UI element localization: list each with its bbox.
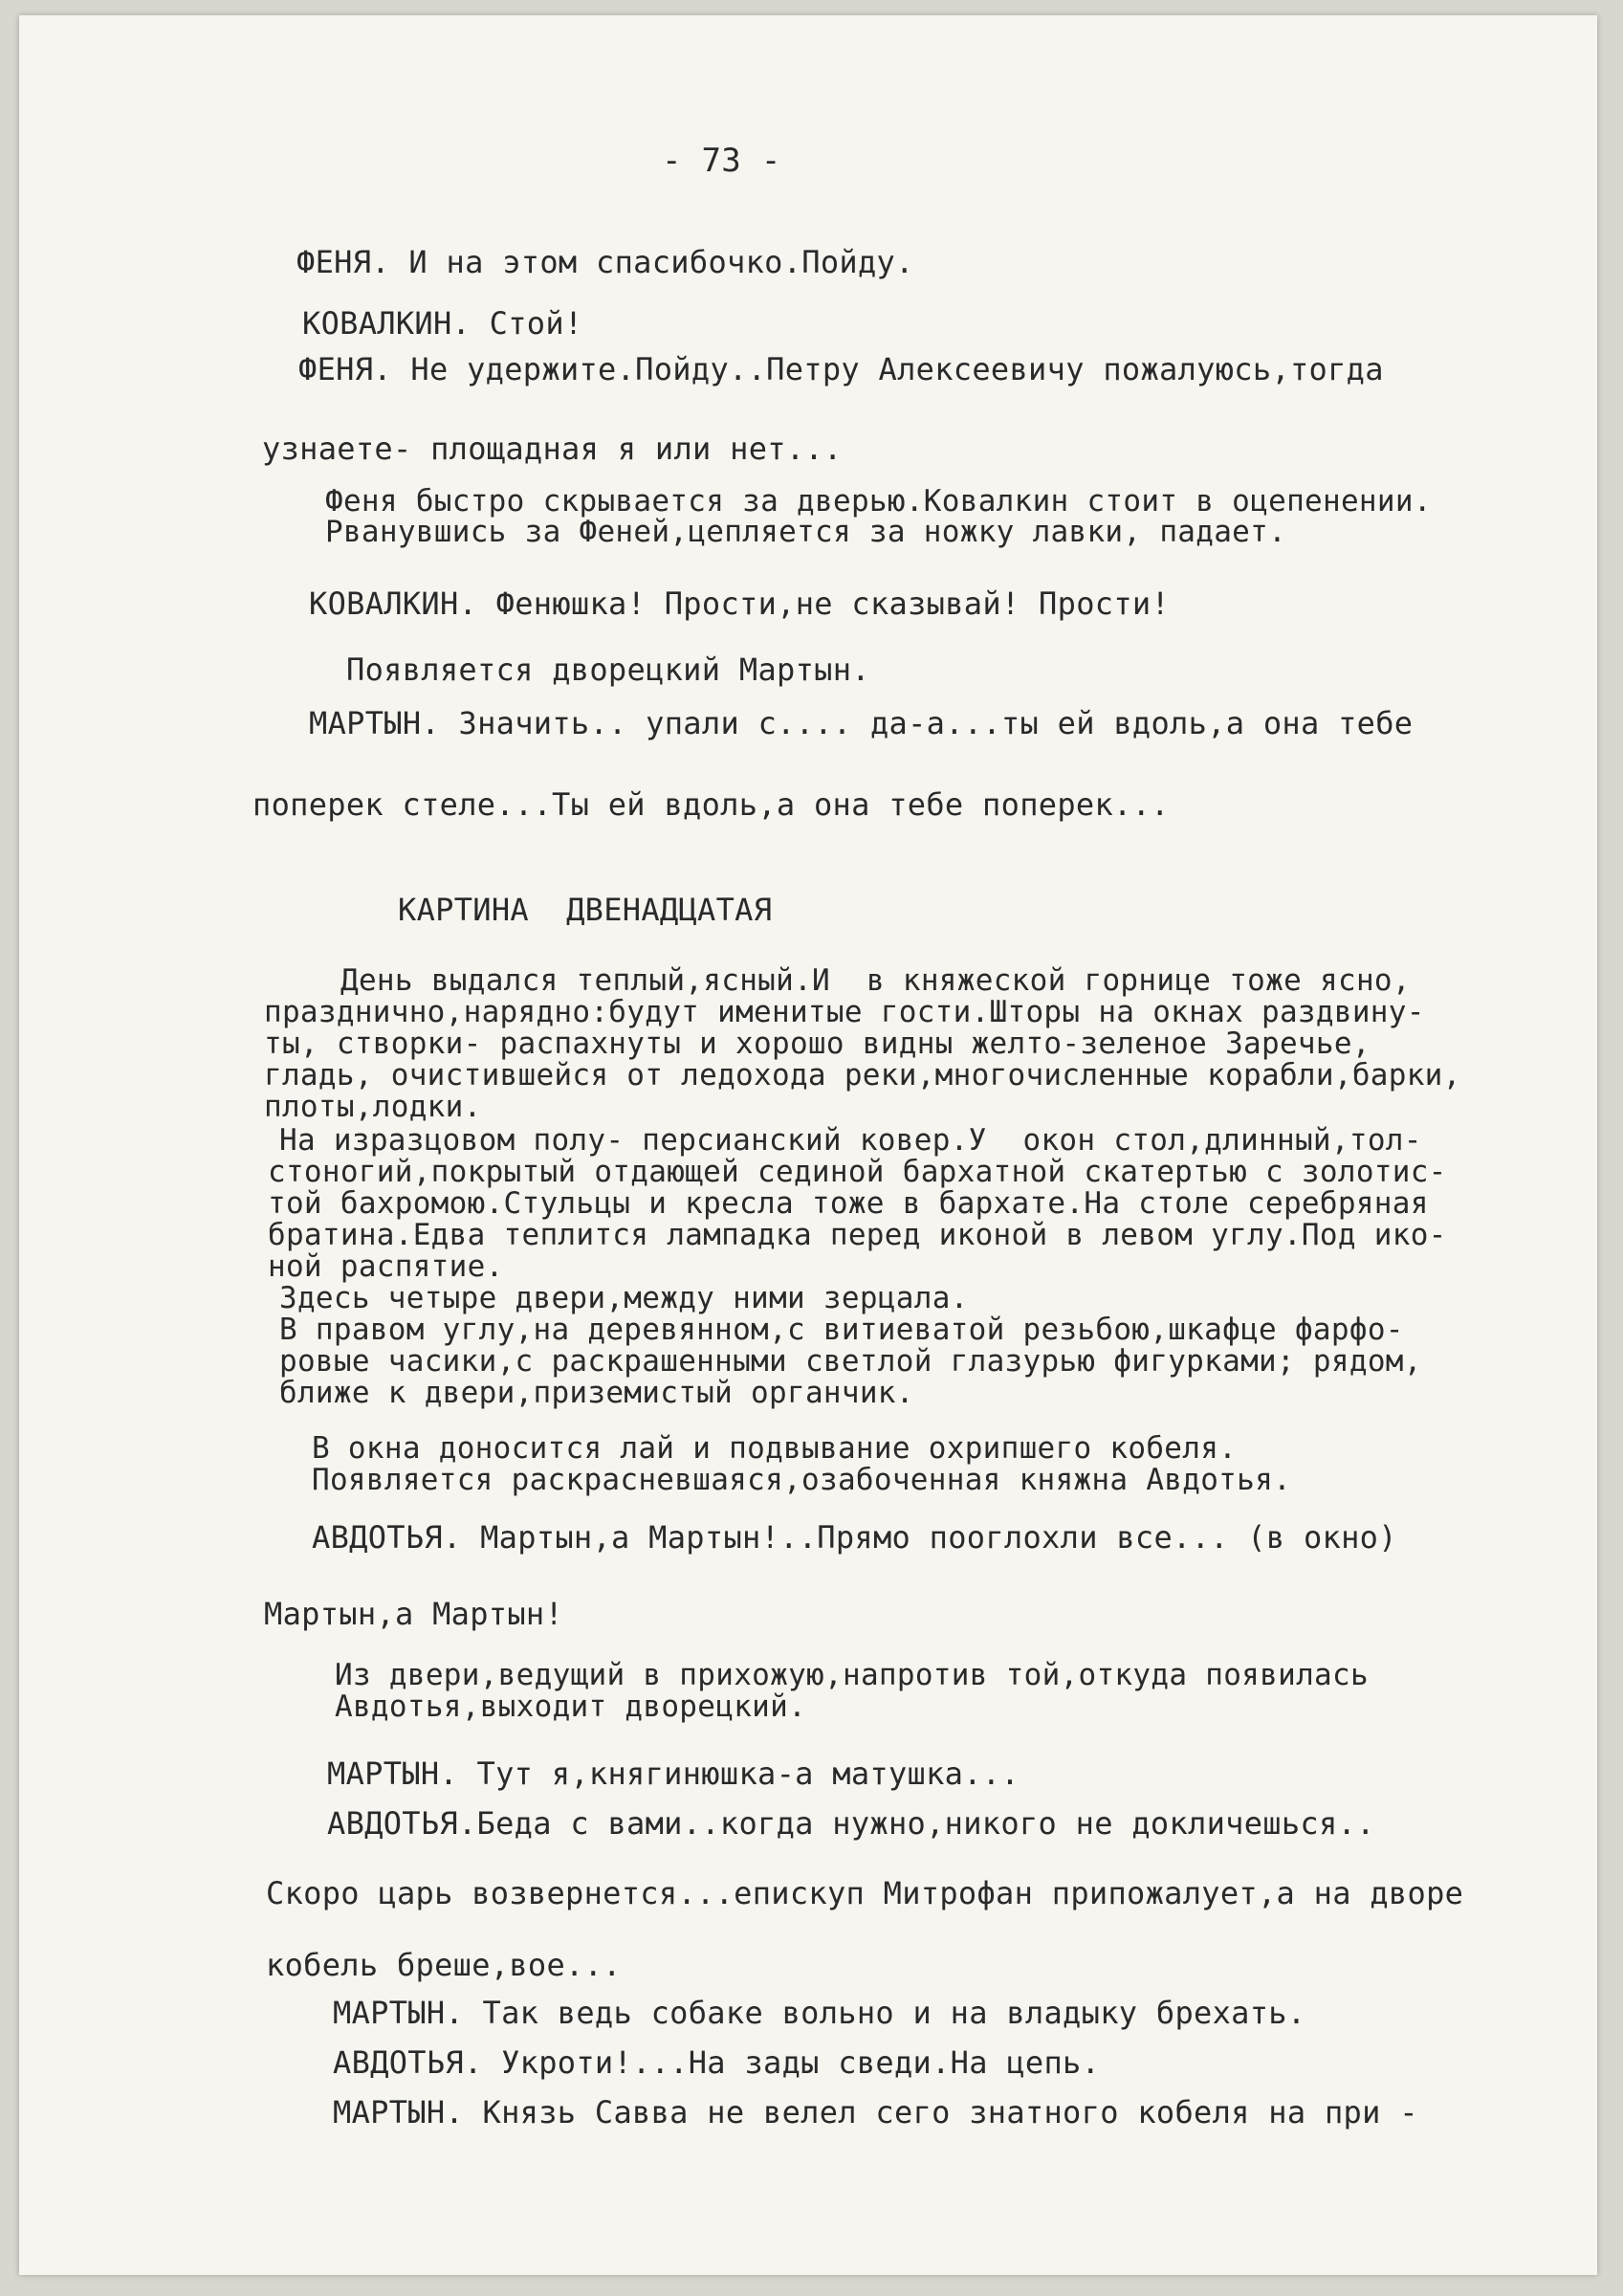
dialogue-line: поперек стеле...Ты ей вдоль,а она тебе поперек... (252, 786, 1170, 823)
dialogue-line: Скоро царь возвернется...епискуп Митрофан припожалует,а на дворе (266, 1875, 1464, 1911)
stage-direction-line: плоты,лодки. (264, 1090, 482, 1124)
stage-direction-line: празднично,нарядно:будут именитые гости.Шторы на окнах раздвину- (264, 995, 1425, 1029)
stage-direction-line: Из двери,ведущий в прихожую,напротив той,откуда появилась (335, 1658, 1369, 1692)
dialogue-line: КОВАЛКИН. Фенюшка! Прости,не сказывай! Прости! (309, 585, 1171, 622)
dialogue-line: КОВАЛКИН. Стой! (302, 305, 583, 342)
dialogue-line: кобель бреше,вое... (266, 1947, 622, 1983)
stage-direction-line: братина.Едва теплится лампадка перед иконой в левом углу.Под ико- (268, 1218, 1447, 1252)
stage-direction-line: ты, створки- распахнуты и хорошо видны желто-зеленое Заречье, (264, 1027, 1371, 1061)
stage-direction-line: Здесь четыре двери,между ними зерцала. (279, 1281, 969, 1315)
dialogue-line: МАРТЫН. Князь Савва не велел сего знатного кобеля на при - (333, 2094, 1418, 2130)
stage-direction-line: Авдотья,выходит дворецкий. (335, 1689, 807, 1724)
stage-direction-line: В окна доносится лай и подвывание охрипшего кобеля. (312, 1431, 1238, 1466)
dialogue-line: МАРТЫН. Значить.. упали с.... да-а...ты ей вдоль,а она тебе (309, 705, 1414, 741)
stage-direction-line: ближе к двери,приземистый органчик. (279, 1376, 914, 1410)
stage-direction-line: ровые часики,с раскрашенными светлой глазурью фигурками; рядом, (279, 1344, 1422, 1379)
stage-direction-line: той бахромою.Стульцы и кресла тоже в бархате.На столе серебряная (268, 1186, 1429, 1221)
dialogue-line: Мартын,а Мартын! (264, 1596, 564, 1632)
dialogue-line: МАРТЫН. Тут я,княгинюшка-а матушка... (327, 1755, 1020, 1792)
stage-direction-line: Появляется дворецкий Мартын. (346, 651, 870, 688)
dialogue-line: АВДОТЬЯ. Укроти!...На зады сведи.На цепь. (333, 2044, 1101, 2081)
stage-direction-line: стоногий,покрытый отдающей сединой бархатной скатертью с золотис- (268, 1155, 1447, 1189)
stage-direction-line: Феня быстро скрывается за дверью.Ковалкин стоит в оцепенении. (325, 484, 1432, 519)
typewritten-page (19, 15, 1597, 2275)
dialogue-line: АВДОТЬЯ. Мартын,а Мартын!..Прямо пооглохли все... (в окно) (312, 1519, 1397, 1556)
stage-direction-line: В правом углу,на деревянном,с витиеватой резьбою,шкафце фарфо- (279, 1313, 1404, 1347)
dialogue-line: АВДОТЬЯ.Беда с вами..когда нужно,никого не докличешься.. (327, 1805, 1375, 1842)
stage-direction-line: гладь, очистившейся от ледохода реки,многочисленные корабли,барки, (264, 1058, 1461, 1093)
dialogue-line: МАРТЫН. Так ведь собаке вольно и на владыку брехать. (333, 1995, 1306, 2031)
scene-heading: КАРТИНА ДВЕНАДЦАТАЯ (398, 892, 773, 928)
stage-direction-line: Появляется раскрасневшаяся,озабоченная княжна Авдотья. (312, 1463, 1292, 1497)
stage-direction-line: Рванувшись за Феней,цепляется за ножку лавки, падает. (325, 515, 1287, 549)
stage-direction-line: На изразцовом полу- персианский ковер.У окон стол,длинный,тол- (279, 1123, 1422, 1158)
stage-direction-line: ной распятие. (268, 1249, 504, 1284)
stage-direction-line: День выдался теплый,ясный.И в княжеской горнице тоже ясно, (340, 963, 1411, 998)
page-number: - 73 - (662, 142, 781, 180)
dialogue-line: ФЕНЯ. Не удержите.Пойду..Петру Алексеевичу пожалуюсь,тогда (298, 351, 1384, 387)
dialogue-line: ФЕНЯ. И на этом спасибочко.Пойду. (296, 244, 914, 280)
dialogue-line: узнаете- площадная я или нет... (262, 430, 843, 467)
